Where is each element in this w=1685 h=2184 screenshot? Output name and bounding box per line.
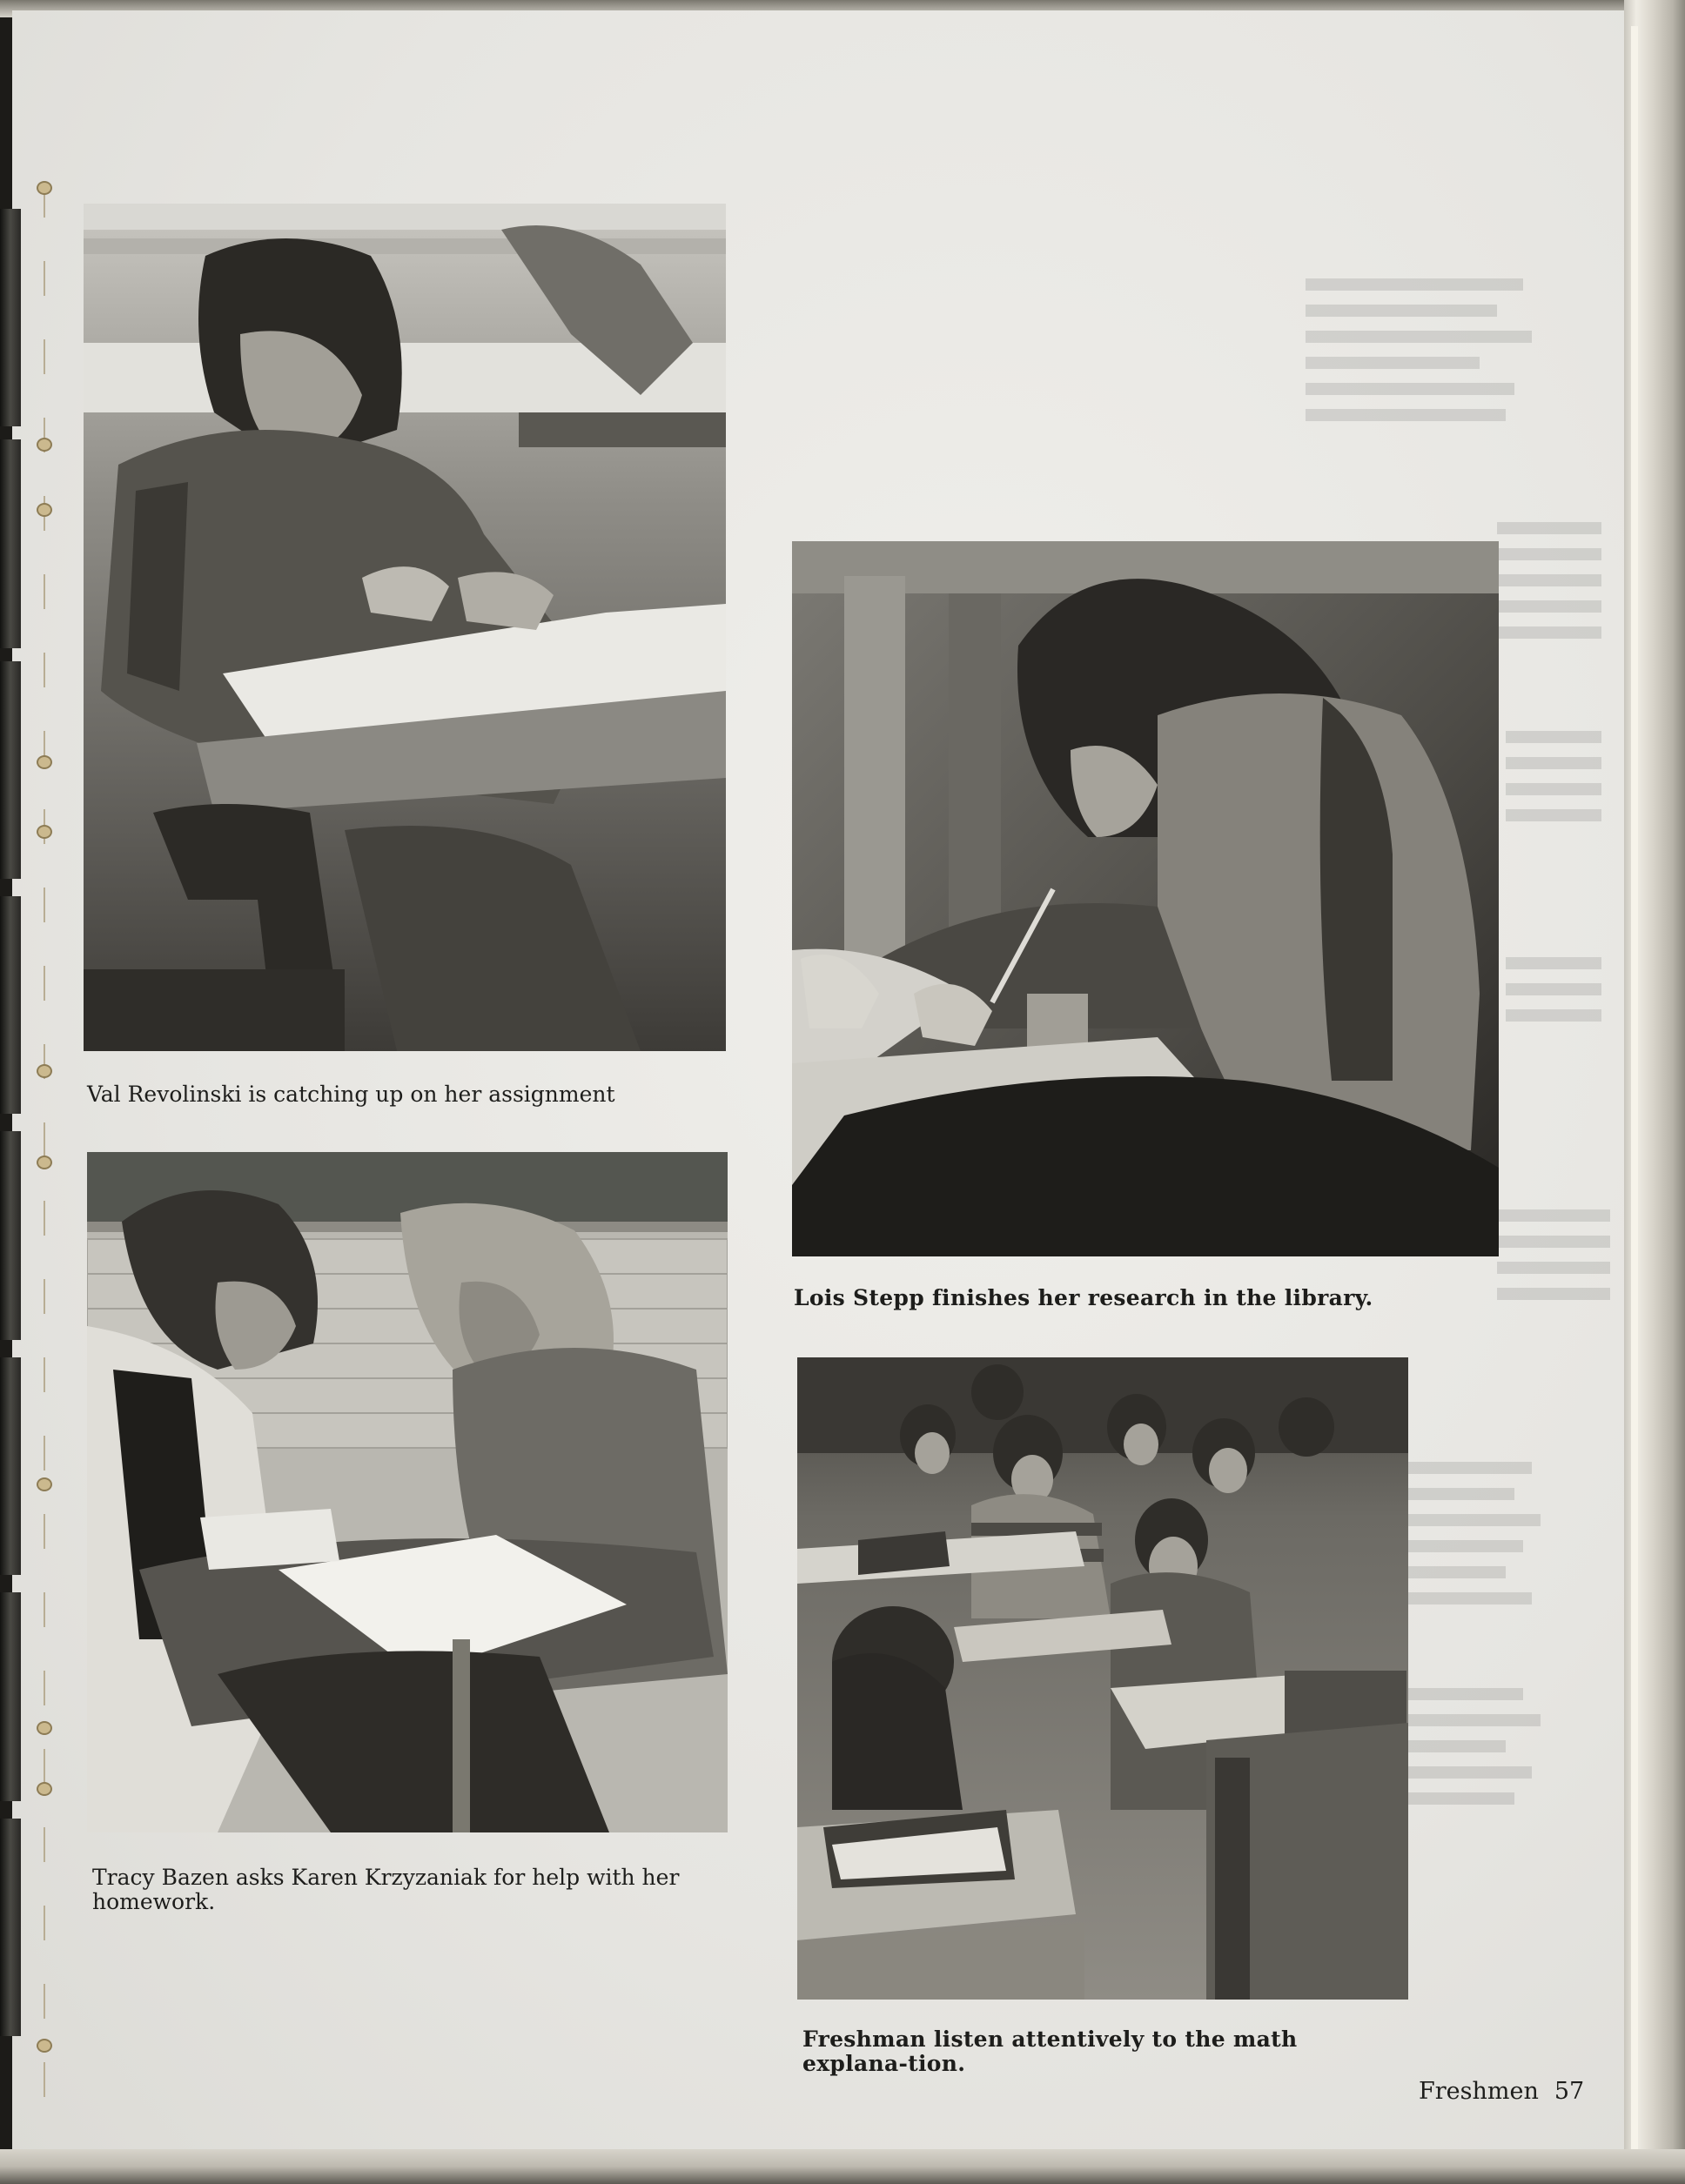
- stitch-mark: [38, 1479, 50, 1490]
- book-fore-edge: [1624, 0, 1685, 2184]
- stitch-mark: [38, 183, 50, 193]
- caption-tracy-karen: Tracy Bazen asks Karen Krzyzaniak for help with her homework.: [92, 1865, 680, 1914]
- stitch-mark: [38, 505, 50, 515]
- caption-val-revolinski: Val Revolinski is catching up on her assignment: [87, 1082, 615, 1107]
- stitch-mark: [38, 1157, 50, 1168]
- book-bottom-edge: [0, 2149, 1685, 2184]
- stitch-mark: [38, 1066, 50, 1076]
- photo-freshman-class: [797, 1357, 1408, 2000]
- photo-tracy-karen: [87, 1152, 728, 1832]
- caption-freshman-class: Freshman listen attentively to the math explana-tion.: [802, 2027, 1298, 2076]
- stitch-mark: [38, 1784, 50, 1794]
- gutter-binding: [0, 191, 24, 2106]
- stitch-mark: [38, 1723, 50, 1733]
- section-title: Freshmen: [1419, 2078, 1539, 2105]
- stitch-mark: [38, 2040, 50, 2051]
- page-footer: [1419, 2078, 1584, 2105]
- stitch-mark: [38, 827, 50, 837]
- stitch-mark: [38, 439, 50, 450]
- binding-thread: [44, 183, 45, 2097]
- stitch-mark: [38, 757, 50, 767]
- photo-lois-stepp: [792, 541, 1499, 1256]
- page-number: 57: [1554, 2078, 1585, 2105]
- photo-val-revolinski: [84, 204, 726, 1051]
- caption-lois-stepp: Lois Stepp finishes her research in the library.: [794, 1285, 1373, 1310]
